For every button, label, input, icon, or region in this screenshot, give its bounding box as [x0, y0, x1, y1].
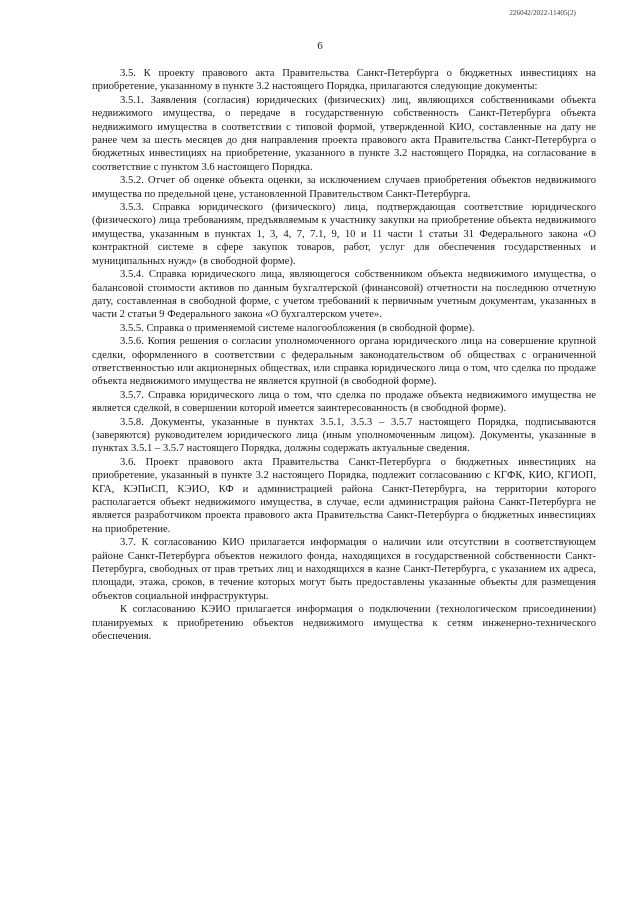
- paragraph-3-5-5: 3.5.5. Справка о применяемой системе налогообложения (в свободной форме).: [120, 322, 475, 334]
- document-body: [92, 67, 596, 643]
- paragraph-3-5-2: 3.5.2. Отчет об оценке объекта оценки, за исключением случаев приобретения объектов недвижимого имущества по предельной цене, установленной Правительством Санкт-Петербурга.: [92, 175, 596, 200]
- paragraph-3-5-3: 3.5.3. Справка юридического (физического) лица, подтверждающая соответствие юридического (физического) лица требованиям, предъявляемым к участнику закупки на приобретение объекта недвижимого имущества, указанным в пунктах 1, 3, 4, 7, 7.1, 9, 10 и 11 части 1 статьи 31 Федерального закона «О контрактной системе в сфере закупок товаров, работ, услуг для обеспечения государственных и муниципальных нужд» (в свободной форме).: [92, 202, 596, 267]
- paragraph-3-5: 3.5. К проекту правового акта Правительства Санкт-Петербурга о бюджетных инвестициях на приобретение, указанному в пункте 3.2 настоящего Порядка, прилагаются следующие документы:: [92, 68, 596, 93]
- paragraph-3-5-7: 3.5.7. Справка юридического лица о том, что сделка по продаже объекта недвижимого имущества не является сделкой, в совершении которой имеется заинтересованность (в свободной форме).: [92, 389, 596, 415]
- paragraph-3-7-kaio: К согласованию КЭИО прилагается информация о подключении (технологическом присоединении) планируемых к приобретению объектов недвижимого имущества к сетям инженерно-технического обеспечения.: [92, 604, 596, 643]
- paragraph-3-6: 3.6. Проект правового акта Правительства Санкт-Петербурга о бюджетных инвестициях на приобретение, указанный в пункте 3.2 настоящего Порядка, подлежит согласованию с КГФК, КИО, КГИОП, КГА, КЭПиСП, КЭИО, КФ и администрацией района Санкт-Петербурга, на территории которого располагается объект недвижимого имущества, в случае, если администрация района Санкт-Петербурга не является разработчиком проекта правового акта Правительства Санкт-Петербурга о бюджетных инвестициях на приобретение.: [92, 456, 596, 535]
- paragraph-3-5-8: 3.5.8. Документы, указанные в пунктах 3.5.1, 3.5.3 – 3.5.7 настоящего Порядка, подписываются (заверяются) руководителем юридического лица (иным уполномоченным лицом). Документы, указанные в пунктах 3.5.1 – 3.5.7 настоящего Порядка, должны содержать актуальные сведения.: [92, 416, 596, 455]
- paragraph-3-7: 3.7. К согласованию КИО прилагается информация о наличии или отсутствии в соответствующем районе Санкт-Петербурга объектов нежилого фонда, находящихся в государственной собственности Санкт-Петербурга, свободных от прав третьих лиц и находящихся в казне Санкт-Петербурга, с указанием их адреса, площади, этажа, сроков, в течение которых могут быть предоставлены указанные объекты для размещения объектов социальной инфраструктуры.: [92, 537, 596, 602]
- page-number: 6: [317, 40, 323, 52]
- document-id: 226042/2022-11405(2): [509, 9, 576, 17]
- paragraph-3-5-6: 3.5.6. Копия решения о согласии уполномоченного органа юридического лица на совершение крупной сделки, оформленного в соответствии с федеральным законодательством об обществах с ограниченной ответственностью или акционерных обществах, или справка юридического лица о том, что сделка по продаже объекта недвижимого имущества не является крупной (в свободной форме).: [92, 336, 596, 388]
- paragraph-3-5-1: 3.5.1. Заявления (согласия) юридических (физических) лиц, являющихся собственниками объекта недвижимого имущества, о передаче в государственную собственность Санкт-Петербурга объекта недвижимого имущества в соответствии с типовой формой, утвержденной КИО, составленные на дату не ранее чем за шесть месяцев до дня направления проекта правового акта Правительства Санкт-Петербурга о бюджетных инвестициях на приобретение, указанного в пункте 3.2 настоящего Порядка, на согласование в соответствие с пунктом 3.6 настоящего Порядка.: [92, 94, 596, 173]
- paragraph-3-5-4: 3.5.4. Справка юридического лица, являющегося собственником объекта недвижимого имущества, о балансовой стоимости активов по данным бухгалтерской (финансовой) отчетности на последнюю отчетную дату, составленная в свободной форме, с учетом требований к первичным учетным документам, указанных в части 2 статьи 9 Федерального закона «О бухгалтерском учете».: [92, 269, 596, 321]
